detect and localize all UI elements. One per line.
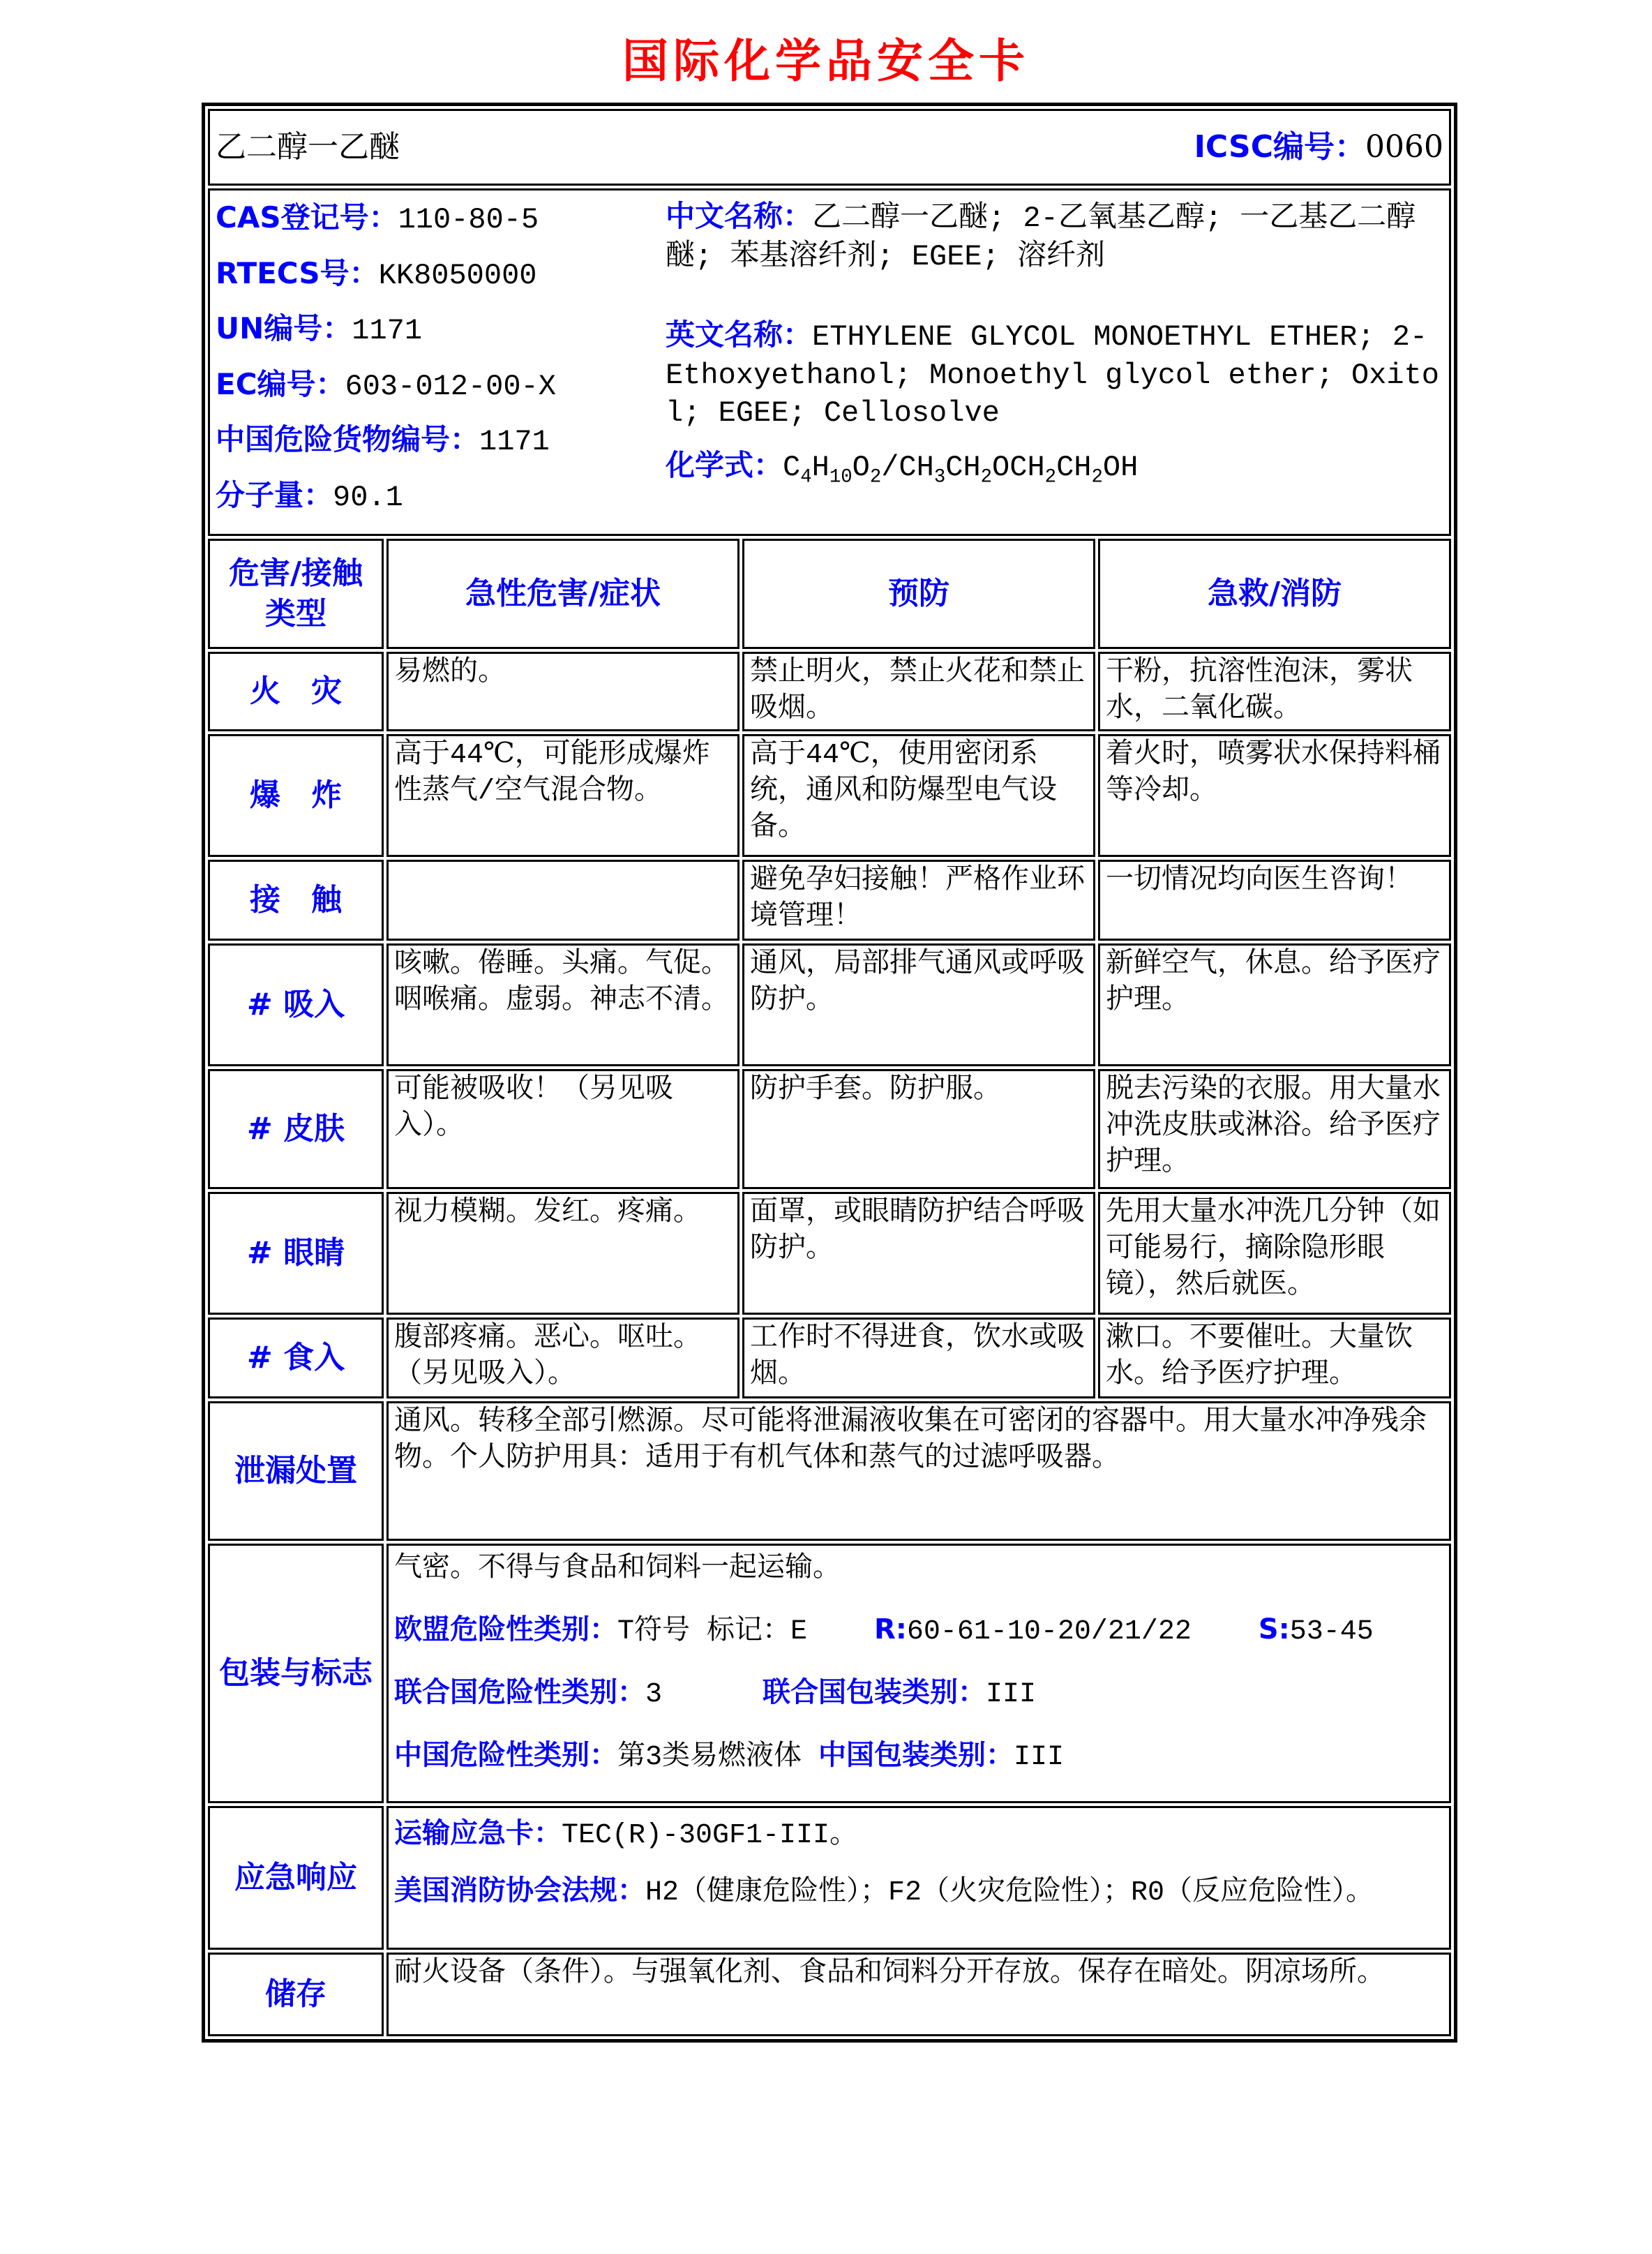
table-header-row bbox=[208, 539, 1451, 649]
section-row-storage bbox=[208, 1953, 1451, 2036]
info-row bbox=[208, 188, 1451, 536]
hazard-row-ingestion bbox=[208, 1318, 1451, 1398]
prevention-cell-skin: 防护手套。防护服。 bbox=[742, 1069, 1095, 1189]
china-dangerous-goods-number-line: 中国危险货物编号：1171 bbox=[216, 422, 550, 459]
names-column bbox=[666, 192, 1443, 532]
un-hazard-class-line: 联合国危险性类别：3 联合国包装类别：III bbox=[394, 1675, 1037, 1710]
icsc-number bbox=[1194, 127, 1443, 167]
prevention-cell-explosion: 高于44℃，使用密闭系统，通风和防爆型电气设备。 bbox=[742, 734, 1095, 857]
hazard-row-explosion bbox=[208, 734, 1451, 857]
hazard-label-eyes: # 眼睛 bbox=[208, 1192, 384, 1315]
firstaid-cell-eyes: 先用大量水冲洗几分钟（如可能易行，摘除隐形眼镜），然后就医。 bbox=[1098, 1192, 1451, 1315]
spillage-content-cell: 通风。转移全部引燃源。尽可能将泄漏液收集在可密闭的容器中。用大量水冲净残余物。个人防护用具：适用于有机气体和蒸气的过滤呼吸器。 bbox=[386, 1401, 1451, 1541]
hazard-label-explosion: 爆 炸 bbox=[208, 734, 384, 857]
chemical-formula-line: 化学式：$C_4H_{10}O_2/CH_3CH_2OCH_2CH_2OH$ bbox=[666, 447, 1139, 488]
hazard-row-inhalation bbox=[208, 943, 1451, 1066]
hazard-row-eyes bbox=[208, 1192, 1451, 1315]
hazard-row-exposure bbox=[208, 860, 1451, 941]
header-first-aid: 急救/消防 bbox=[1098, 539, 1451, 649]
header-hazard-type: 危害/接触 类型 bbox=[208, 539, 384, 649]
prevention-cell-fire: 禁止明火，禁止火花和禁止吸烟。 bbox=[742, 652, 1095, 731]
section-label-packaging: 包装与标志 bbox=[208, 1544, 384, 1803]
info-cell bbox=[208, 188, 1451, 536]
rtecs-number-line: RTECS号：KK8050000 bbox=[216, 255, 537, 292]
nfpa-code-line: 美国消防协会法规：H2（健康危险性）；F2（火灾危险性）；R0（反应危险性）。 bbox=[394, 1874, 1374, 1909]
section-label-spillage: 泄漏处置 bbox=[208, 1401, 384, 1541]
molecular-weight-line: 分子量：90.1 bbox=[216, 477, 403, 514]
firstaid-cell-skin: 脱去污染的衣服。用大量水冲洗皮肤或淋浴。给予医疗护理。 bbox=[1098, 1069, 1451, 1189]
firstaid-cell-fire: 干粉，抗溶性泡沫，雾状水，二氧化碳。 bbox=[1098, 652, 1451, 731]
icsc-number-value: 0060 bbox=[1365, 129, 1444, 165]
hazard-label-inhalation: # 吸入 bbox=[208, 943, 384, 1066]
section-row-packaging bbox=[208, 1544, 1451, 1803]
hazard-label-ingestion: # 食入 bbox=[208, 1318, 384, 1398]
symptoms-cell-fire: 易燃的。 bbox=[386, 652, 739, 731]
icsc-number-label: ICSC编号： bbox=[1194, 129, 1366, 165]
eu-hazard-class-line: 欧盟危险性类别：T符号 标记：E R:60-61-10-20/21/22 S:53-45 bbox=[394, 1613, 1374, 1648]
section-label-storage: 储存 bbox=[208, 1953, 384, 2036]
ec-number-line: EC编号：603-012-00-X bbox=[216, 366, 556, 403]
hazard-label-skin: # 皮肤 bbox=[208, 1069, 384, 1189]
storage-content-cell: 耐火设备（条件）。与强氧化剂、食品和饲料分开存放。保存在暗处。阴凉场所。 bbox=[386, 1953, 1451, 2036]
section-label-emergency: 应急响应 bbox=[208, 1806, 384, 1950]
cas-number-line: CAS登记号：110-80-5 bbox=[216, 200, 539, 237]
symptoms-cell-ingestion: 腹部疼痛。恶心。呕吐。（另见吸入）。 bbox=[386, 1318, 739, 1398]
symptoms-cell-skin: 可能被吸收！（另见吸入）。 bbox=[386, 1069, 739, 1189]
page-title: 国际化学品安全卡 bbox=[622, 34, 1030, 88]
header-acute-hazards: 急性危害/症状 bbox=[386, 539, 739, 649]
symptoms-cell-eyes: 视力模糊。发红。疼痛。 bbox=[386, 1192, 739, 1315]
transport-emergency-card-line: 运输应急卡：TEC(R)-30GF1-III。 bbox=[394, 1816, 858, 1851]
prevention-cell-exposure: 避免孕妇接触！严格作业环境管理！ bbox=[742, 860, 1095, 941]
prevention-cell-inhalation: 通风，局部排气通风或呼吸防护。 bbox=[742, 943, 1095, 1066]
packaging-content-cell bbox=[386, 1544, 1451, 1803]
section-row-emergency bbox=[208, 1806, 1451, 1950]
symptoms-cell-explosion: 高于44℃，可能形成爆炸性蒸气/空气混合物。 bbox=[386, 734, 739, 857]
name-row bbox=[208, 109, 1451, 186]
firstaid-cell-ingestion: 漱口。不要催吐。大量饮水。给予医疗护理。 bbox=[1098, 1318, 1451, 1398]
section-row-spillage bbox=[208, 1401, 1451, 1541]
hazard-row-fire bbox=[208, 652, 1451, 731]
emergency-content-cell bbox=[386, 1806, 1451, 1950]
prevention-cell-ingestion: 工作时不得进食，饮水或吸烟。 bbox=[742, 1318, 1095, 1398]
china-hazard-class-line: 中国危险性类别：第3类易燃液体 中国包装类别：III bbox=[394, 1738, 1065, 1773]
icsc-card-table bbox=[202, 103, 1457, 2043]
header-prevention: 预防 bbox=[742, 539, 1095, 649]
firstaid-cell-explosion: 着火时，喷雾状水保持料桶等冷却。 bbox=[1098, 734, 1451, 857]
symptoms-cell-exposure bbox=[386, 860, 739, 941]
hazard-row-skin bbox=[208, 1069, 1451, 1189]
chinese-names-line: 中文名称：乙二醇一乙醚; 2-乙氧基乙醇; 一乙基乙二醇醚; 苯基溶纤剂; EGEE; 溶纤剂 bbox=[666, 199, 1416, 274]
chemical-name-cell bbox=[208, 109, 1451, 186]
hazard-label-fire: 火 灾 bbox=[208, 652, 384, 731]
chemical-name: 乙二醇一乙醚 bbox=[216, 129, 400, 165]
un-number-line: UN编号：1171 bbox=[216, 311, 423, 348]
firstaid-cell-inhalation: 新鲜空气，休息。给予医疗护理。 bbox=[1098, 943, 1451, 1066]
prevention-cell-eyes: 面罩，或眼睛防护结合呼吸防护。 bbox=[742, 1192, 1095, 1315]
packaging-transport-line: 气密。不得与食品和饲料一起运输。 bbox=[394, 1553, 841, 1585]
icsc-document bbox=[0, 24, 1652, 2254]
english-names-line: 英文名称：ETHYLENE GLYCOL MONOETHYL ETHER; 2-Ethoxyethanol; Monoethyl glycol ether; Oxitol; EGEE; Cellosolve bbox=[666, 318, 1439, 431]
hazard-label-exposure: 接 触 bbox=[208, 860, 384, 941]
firstaid-cell-exposure: 一切情况均向医生咨询！ bbox=[1098, 860, 1451, 941]
identifiers-column bbox=[216, 192, 666, 532]
symptoms-cell-inhalation: 咳嗽。倦睡。头痛。气促。咽喉痛。虚弱。神志不清。 bbox=[386, 943, 739, 1066]
